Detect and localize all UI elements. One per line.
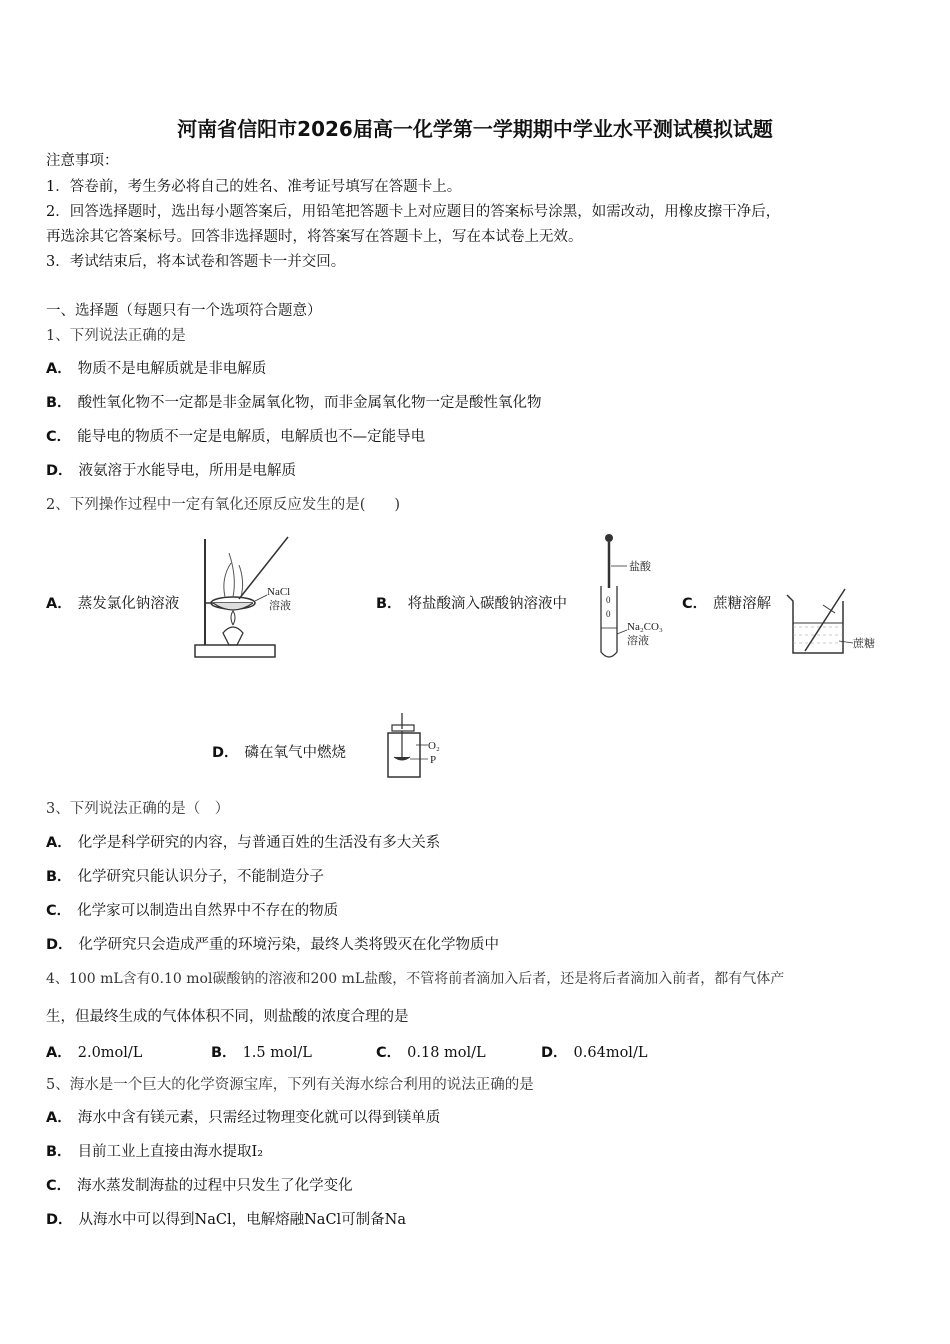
q1-option-a: A． 物质不是电解质就是非电解质: [46, 361, 267, 377]
q2-option-a: A． 蒸发氯化钠溶液: [46, 596, 180, 612]
q4-option-a: A． 2.0mol/L: [46, 1045, 143, 1061]
q2-option-c: C． 蔗糖溶解: [682, 596, 772, 612]
q2-option-b: B． 将盐酸滴入碳酸钠溶液中: [376, 596, 568, 612]
section-heading: 一、选择题（每题只有一个选项符合题意）: [46, 303, 322, 319]
beaker-figure: [783, 585, 883, 660]
q5-option-d: D． 从海水中可以得到NaCl，电解熔融NaCl可制备Na: [46, 1212, 407, 1228]
fig-label-solution-b: 溶液: [627, 635, 649, 647]
q5-option-b: B． 目前工业上直接由海水提取I₂: [46, 1144, 264, 1160]
question-2-stem: 2、下列操作过程中一定有氧化还原反应发生的是( ): [46, 497, 401, 513]
q3-option-d: D． 化学研究只会造成严重的环境污染，最终人类将毁灭在化学物质中: [46, 937, 500, 953]
fig-label-hcl: 盐酸: [629, 561, 651, 573]
q3-option-c: C． 化学家可以制造出自然界中不存在的物质: [46, 903, 339, 919]
notice-item: 3．考试结束后，将本试卷和答题卡一并交回。: [46, 254, 346, 270]
test-tube-figure: [597, 530, 677, 662]
question-4-stem-cont: 生，但最终生成的气体体积不同，则盐酸的浓度合理的是: [46, 1009, 409, 1025]
q3-option-b: B． 化学研究只能认识分子，不能制造分子: [46, 869, 325, 885]
q4-option-c: C． 0.18 mol/L: [376, 1045, 486, 1061]
q1-option-b: B． 酸性氧化物不一定都是非金属氧化物，而非金属氧化物一定是酸性氧化物: [46, 395, 542, 411]
notice-item: 2．回答选择题时，选出每小题答案后，用铅笔把答题卡上对应题目的答案标号涂黑，如需改动，用橡皮擦干净后，: [46, 204, 781, 220]
evaporation-apparatus-figure: [193, 533, 308, 663]
fig-label-nacl: NaCl: [267, 586, 291, 598]
q1-option-d: D． 液氨溶于水能导电，所用是电解质: [46, 463, 297, 479]
fig-label-solution: 溶液: [269, 600, 291, 612]
notice-heading: 注意事项：: [46, 153, 119, 169]
question-3-stem: 3、下列说法正确的是（ ）: [46, 801, 230, 817]
fig-label-na2co3: Na₂CO₃: [627, 621, 663, 633]
notice-item: 1．答卷前，考生务必将自己的姓名、准考证号填写在答题卡上。: [46, 179, 462, 195]
gas-bottle-figure: [380, 711, 450, 783]
q5-option-a: A． 海水中含有镁元素，只需经过物理变化就可以得到镁单质: [46, 1110, 441, 1126]
question-1-stem: 1、下列说法正确的是: [46, 328, 186, 344]
question-5-stem: 5、海水是一个巨大的化学资源宝库，下列有关海水综合利用的说法正确的是: [46, 1077, 534, 1093]
svg-text:0: 0: [606, 595, 611, 605]
q5-option-c: C． 海水蒸发制海盐的过程中只发生了化学变化: [46, 1178, 353, 1194]
page-title: 河南省信阳市2026届高一化学第一学期期中学业水平测试模拟试题: [177, 117, 773, 141]
fig-label-p: P: [430, 754, 437, 766]
q2-option-d: D． 磷在氧气中燃烧: [212, 745, 347, 761]
q3-option-a: A． 化学是科学研究的内容，与普通百姓的生活没有多大关系: [46, 835, 441, 851]
q1-option-c: C． 能导电的物质不一定是电解质，电解质也不—定能导电: [46, 429, 426, 445]
q4-option-d: D． 0.64mol/L: [541, 1045, 648, 1061]
question-4-stem: 4、100 mL含有0.10 mol碳酸钠的溶液和200 mL盐酸，不管将前者滴加入后者，还是将后者滴加入前者，都有气体产: [46, 971, 785, 987]
fig-label-sucrose: 蔗糖: [853, 638, 875, 650]
notice-item: 再选涂其它答案标号。回答非选择题时，将答案写在答题卡上，写在本试卷上无效。: [46, 229, 583, 245]
svg-text:0: 0: [606, 609, 611, 619]
q4-option-b: B． 1.5 mol/L: [211, 1045, 312, 1061]
fig-label-o2: O₂: [428, 740, 440, 752]
